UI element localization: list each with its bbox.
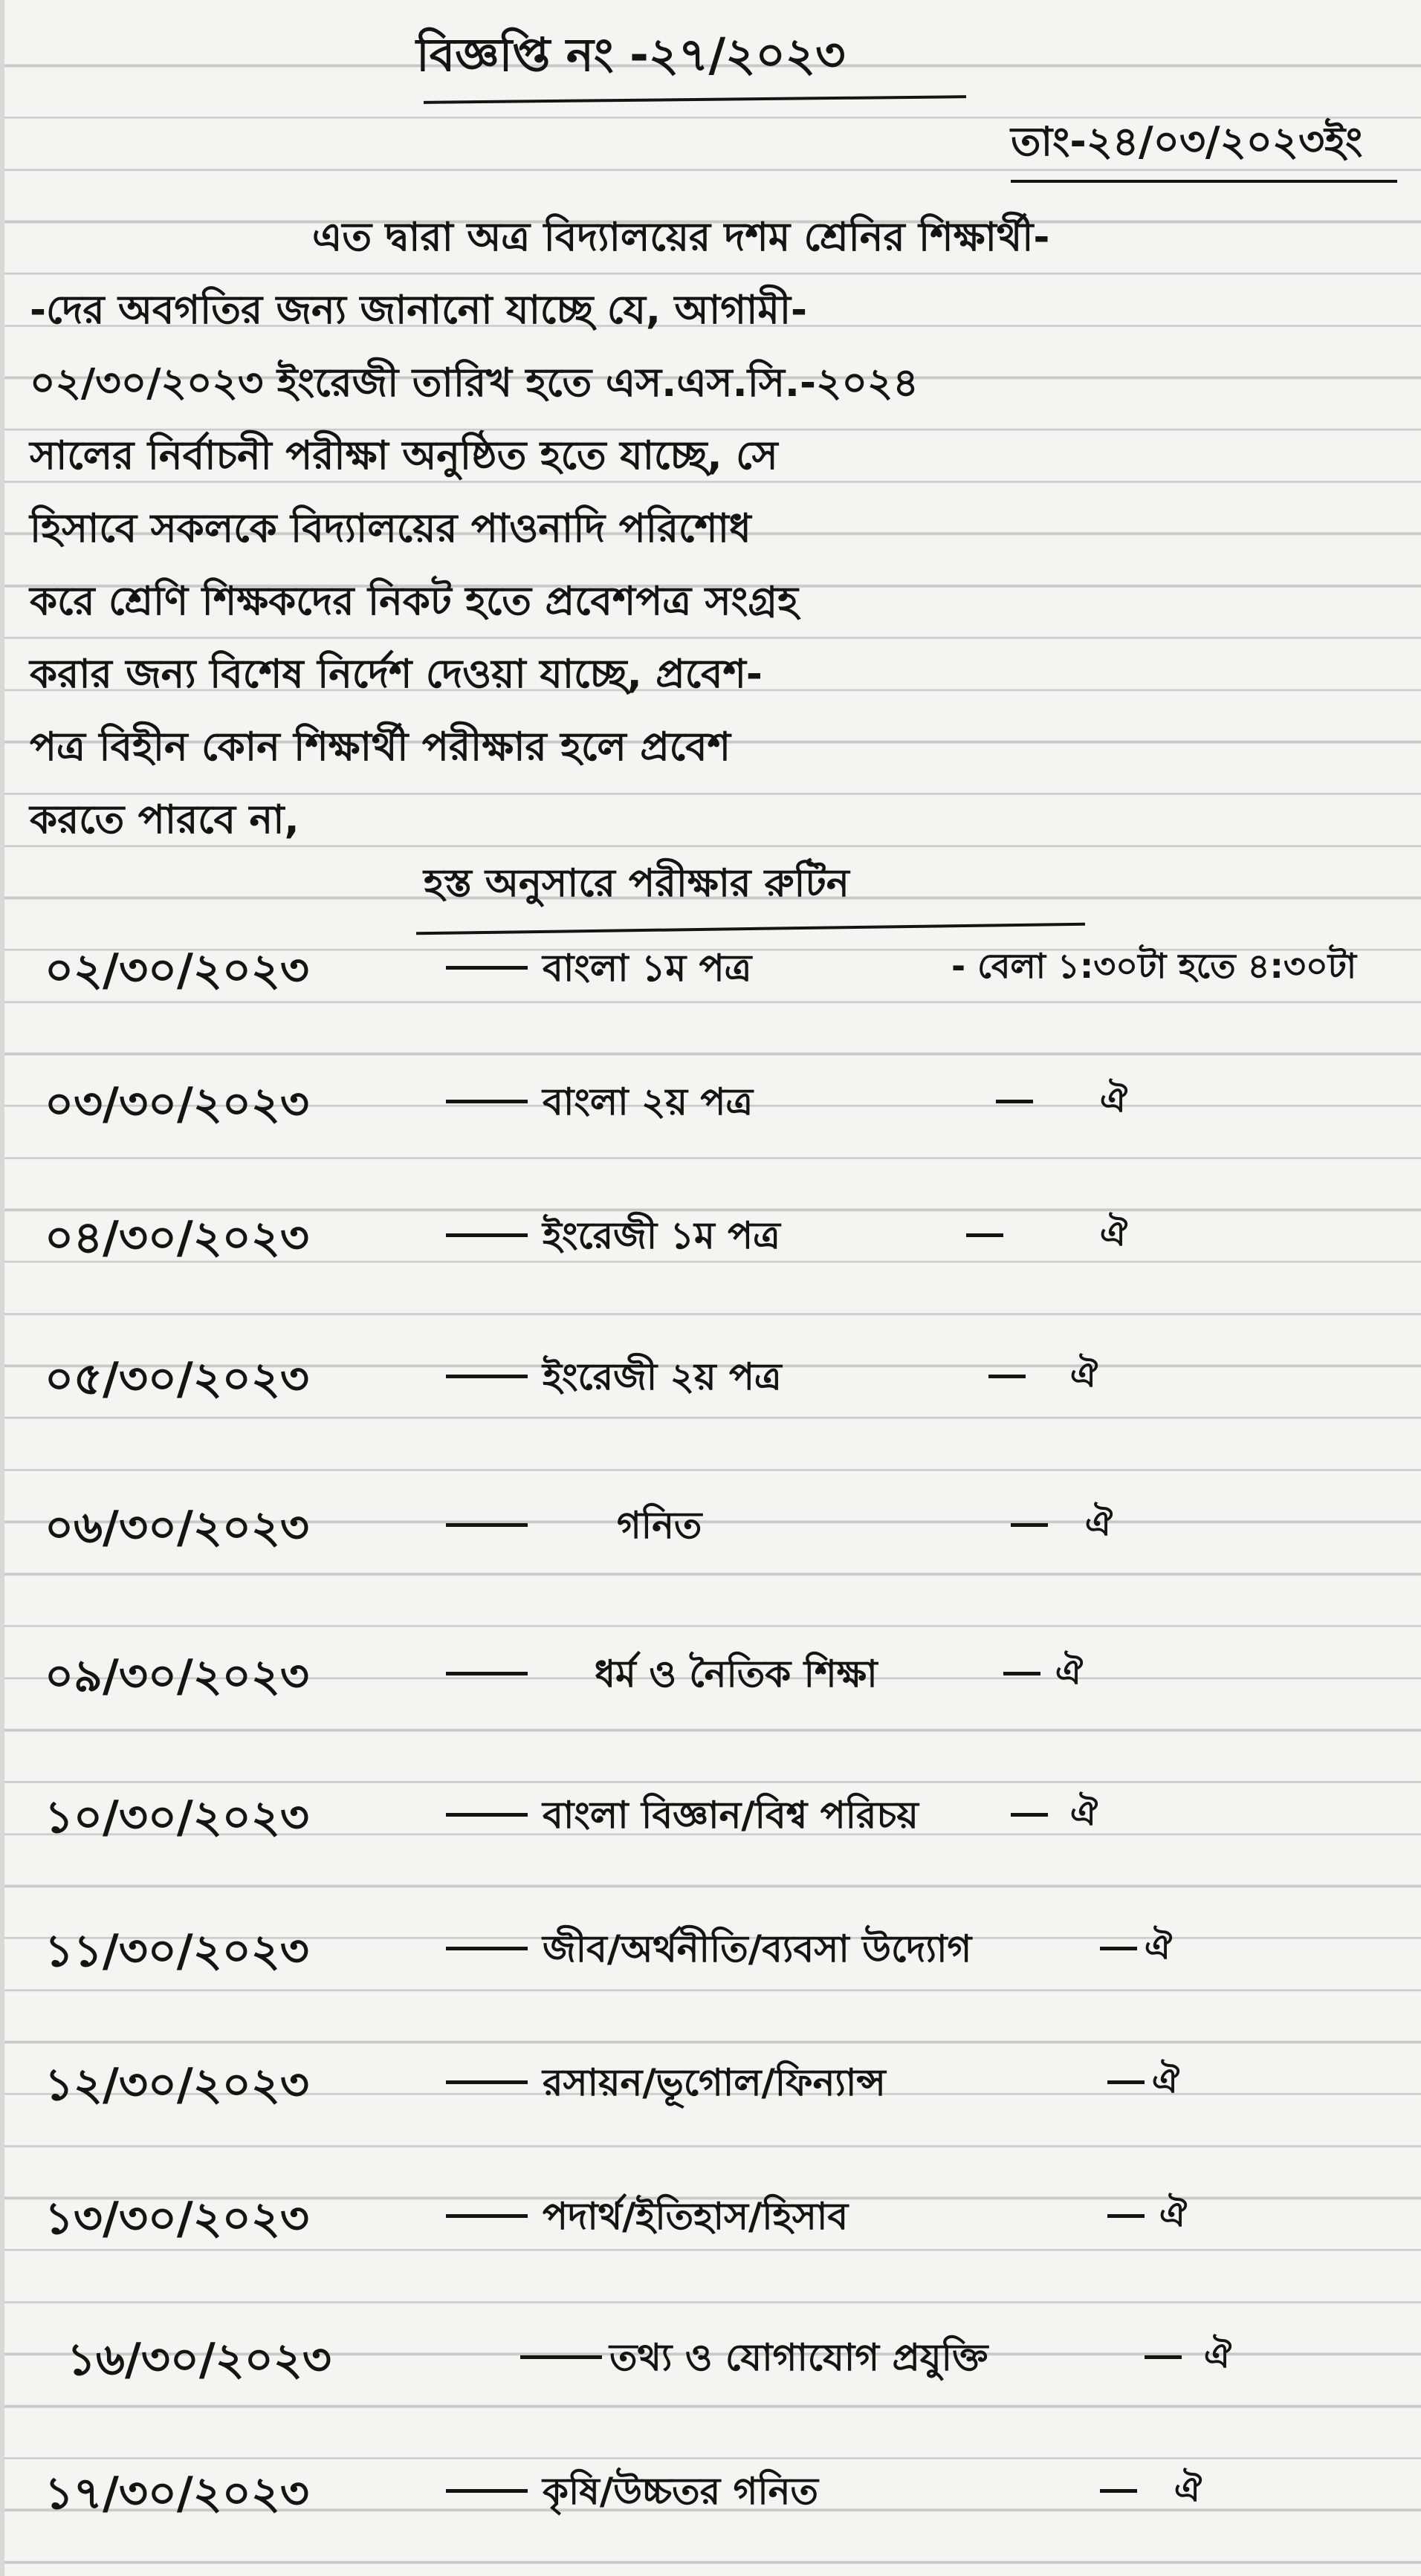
schedule-row <box>0 1493 1421 1583</box>
body-line-1: এত দ্বারা অত্র বিদ্যালয়ের দশম শ্রেনির শিক্ষার্থী- <box>312 215 1050 260</box>
body-line-7: করার জন্য বিশেষ নির্দেশ দেওয়া যাচ্ছে, প্রবেশ- <box>30 652 763 697</box>
exam-subject: বাংলা ২য় পত্র <box>543 1080 754 1123</box>
exam-date: ০৪/৩০/২০২৩ <box>45 1212 309 1264</box>
exam-subject: বাংলা বিজ্ঞান/বিশ্ব পরিচয় <box>543 1794 919 1837</box>
exam-date: ০৬/৩০/২০২৩ <box>45 1502 309 1554</box>
body-line-8: পত্র বিহীন কোন শিক্ষার্থী পরীক্ষার হলে প্রবেশ <box>30 724 731 770</box>
exam-subject: রসায়ন/ভূগোল/ফিন্যান্স <box>543 2061 886 2104</box>
exam-time: ঐ <box>1100 1213 1127 1253</box>
body-line-6: করে শ্রেণি শিক্ষকদের নিকট হতে প্রবেশপত্র সংগ্রহ <box>30 579 798 624</box>
exam-subject: পদার্থ/ইতিহাস/হিসাব <box>543 2195 849 2238</box>
schedule-row <box>0 936 1421 1025</box>
schedule-row <box>0 2326 1421 2415</box>
dash <box>1003 1672 1040 1675</box>
dash <box>446 1375 528 1378</box>
exam-time: ঐ <box>1174 2469 1202 2509</box>
exam-date: ১০/৩০/২০২৩ <box>45 1791 309 1843</box>
dash <box>1107 2214 1145 2218</box>
exam-time: ঐ <box>1055 1652 1083 1692</box>
exam-date: ১৩/৩০/২০২৩ <box>45 2193 309 2245</box>
exam-subject: ধর্ম ও নৈতিক শিক্ষা <box>595 1652 878 1696</box>
dash <box>446 1100 528 1103</box>
schedule-heading: হস্ত অনুসারে পরীক্ষার রুটিন <box>424 861 849 906</box>
dash <box>446 1233 528 1237</box>
body-line-3: ০২/৩০/২০২৩ ইংরেজী তারিখ হতে এস.এস.সি.-২০২৪ <box>30 360 919 406</box>
schedule-row <box>0 1783 1421 1872</box>
exam-date: ০২/৩০/২০২৩ <box>45 944 309 996</box>
dash <box>446 2214 528 2218</box>
exam-time: ঐ <box>1070 1793 1098 1833</box>
exam-subject: কৃষি/উচ্চতর গনিত <box>543 2470 819 2513</box>
exam-time: ঐ <box>1100 1080 1127 1120</box>
exam-subject: তথ্য ও যোগাযোগ প্রযুক্তি <box>609 2336 988 2379</box>
notice-title: বিজ্ঞপ্তি নং -২৭/২০২৩ <box>416 27 846 82</box>
schedule-row <box>0 2184 1421 2274</box>
exam-subject: ইংরেজী ১ম পত্র <box>543 1214 780 1257</box>
dash <box>446 1947 528 1950</box>
dash <box>1011 1523 1048 1527</box>
dash <box>1011 1813 1048 1817</box>
exam-date: ১১/৩০/২০২৩ <box>45 1925 309 1977</box>
schedule-heading-underline <box>416 923 1085 935</box>
exam-time: - বেলা ১:৩০টা হতে ৪:৩০টা <box>951 946 1357 986</box>
dash <box>988 1375 1026 1378</box>
schedule-row <box>0 2051 1421 2140</box>
body-line-4: সালের নির্বাচনী পরীক্ষা অনুষ্ঠিত হতে যাচ্ছে, সে <box>30 433 778 478</box>
dash <box>446 2489 528 2493</box>
dash <box>520 2355 602 2359</box>
exam-subject: গনিত <box>617 1504 702 1547</box>
dash <box>446 1672 528 1675</box>
dash <box>996 1100 1033 1103</box>
exam-time: ঐ <box>1152 2060 1179 2100</box>
exam-time: ঐ <box>1070 1354 1098 1395</box>
exam-time: ঐ <box>1204 2335 1231 2375</box>
schedule-row <box>0 1642 1421 1731</box>
dash <box>966 1233 1003 1237</box>
dash <box>446 1523 528 1527</box>
exam-subject: ইংরেজী ২য় পত্র <box>543 1355 782 1398</box>
dash <box>446 966 528 970</box>
exam-time: ঐ <box>1085 1503 1113 1543</box>
exam-date: ১৭/৩০/২০২৩ <box>45 2468 309 2520</box>
reference-underline <box>1011 180 1397 183</box>
exam-date: ১৬/৩০/২০২৩ <box>67 2334 331 2386</box>
schedule-row <box>0 1204 1421 1293</box>
schedule-row <box>0 1070 1421 1159</box>
exam-subject: জীব/অর্থনীতি/ব্যবসা উদ্যোগ <box>543 1927 972 1970</box>
exam-time: ঐ <box>1145 1927 1172 1967</box>
exam-date: ০৩/৩০/২০২৩ <box>45 1078 309 1130</box>
exam-date: ০৫/৩০/২০২৩ <box>45 1353 309 1405</box>
schedule-row <box>0 1917 1421 2006</box>
dash <box>1100 1947 1137 1950</box>
dash <box>446 1813 528 1817</box>
schedule-row <box>0 2459 1421 2549</box>
notice-reference-date: তাং-২৪/০৩/২০২৩ইং <box>1011 118 1363 165</box>
body-line-2: -দের অবগতির জন্য জানানো যাচ্ছে যে, আগামী- <box>30 288 807 333</box>
dash <box>446 2080 528 2084</box>
title-underline <box>424 95 966 104</box>
schedule-row <box>0 1345 1421 1434</box>
dash <box>1107 2080 1145 2084</box>
exam-date: ০৯/৩০/২০২৩ <box>45 1650 309 1702</box>
dash <box>1100 2489 1137 2493</box>
exam-time: ঐ <box>1159 2194 1187 2234</box>
body-line-9: করতে পারবে না, <box>30 797 300 843</box>
dash <box>1145 2355 1182 2359</box>
exam-subject: বাংলা ১ম পত্র <box>543 947 752 990</box>
body-line-5: হিসাবে সকলকে বিদ্যালয়ের পাওনাদি পরিশোধ <box>30 506 751 551</box>
exam-date: ১২/৩০/২০২৩ <box>45 2059 309 2111</box>
